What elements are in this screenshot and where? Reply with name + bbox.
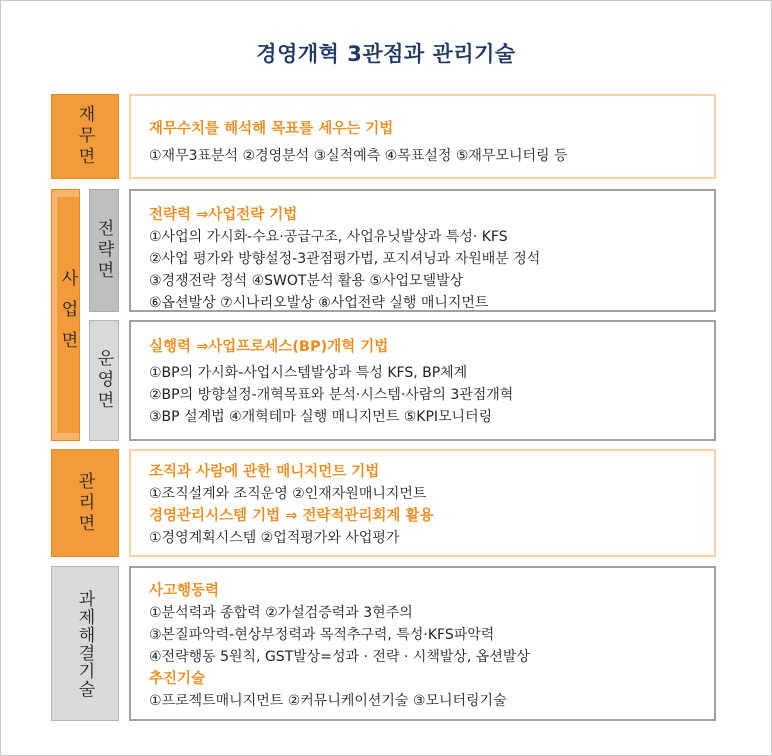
operation-line-1: ①BP의 가시화-사업시스템발상과 특성 KFS, BP체계 [149,365,468,381]
tasks-line-4: ①프로젝트매니지먼트 ②커뮤니케이션기술 ③모니터링기술 [149,693,507,709]
management-heading-1: 조직과 사람에 관한 매니지먼트 기법 [149,464,380,480]
box-strategy [129,189,716,312]
management-line-2: ①경영계획시스템 ②업적평가와 사업평가 [149,530,400,546]
strategy-line-4: ⑥옵션발상 ⑦시나리오발상 ⑧사업전략 실행 매니지먼트 [149,295,489,311]
tasks-line-1: ①분석력과 종합력 ②가설검증력과 3현주의 [149,605,413,621]
tasks-line-3: ④전략행동 5원칙, GST발상=성과 · 전략 · 시책발상, 옵션발상 [149,649,530,665]
label-tasks: 과제해결기술 [51,566,119,721]
label-strategy: 전략면 [89,189,119,312]
tasks-line-2: ③본질파악력-현상부정력과 목적추구력, 특성·KFS파악력 [149,627,495,643]
strategy-line-1: ①사업의 가시화-수요·공급구조, 사업유닛발상과 특성· KFS [149,229,508,245]
strategy-line-2: ②사업 평가와 방향설정-3관점평가법, 포지셔닝과 자원배분 정석 [149,251,541,267]
label-operation: 운영면 [89,320,119,441]
box-financial [129,94,716,179]
strategy-heading: 전략력 ⇒사업전략 기법 [149,207,298,223]
label-business: 사업면 [57,197,79,433]
box-tasks [129,566,716,721]
label-financial: 재무면 [51,94,119,179]
management-heading-2: 경영관리시스템 기법 ⇒ 전략적관리회계 활용 [149,508,434,524]
tasks-heading-2: 추진기술 [149,671,206,687]
box-management [129,449,716,557]
box-operation [129,320,716,441]
operation-line-3: ③BP 설계법 ④개혁테마 실행 매니지먼트 ⑤KPI모니터링 [149,409,493,425]
strategy-line-3: ③경쟁전략 정석 ④SWOT분석 활용 ⑤사업모델발상 [149,273,464,289]
label-management: 관리면 [51,449,119,557]
tasks-heading-1: 사고행동력 [149,583,220,599]
management-line-1: ①조직설계와 조직운영 ②인재자원매니지먼트 [149,486,427,502]
operation-line-2: ②BP의 방향설정-개혁목표와 분석·시스템·사람의 3관점개혁 [149,387,514,403]
operation-heading: 실행력 ⇒사업프로세스(BP)개혁 기법 [149,339,389,355]
page-title: 경영개혁 3관점과 관리기술 [256,42,516,66]
financial-heading: 재무수치를 해석해 목표를 세우는 기법 [149,121,394,137]
financial-line: ①재무3표분석 ②경영분석 ③실적예측 ④목표설정 ⑤재무모니터링 등 [149,148,568,164]
